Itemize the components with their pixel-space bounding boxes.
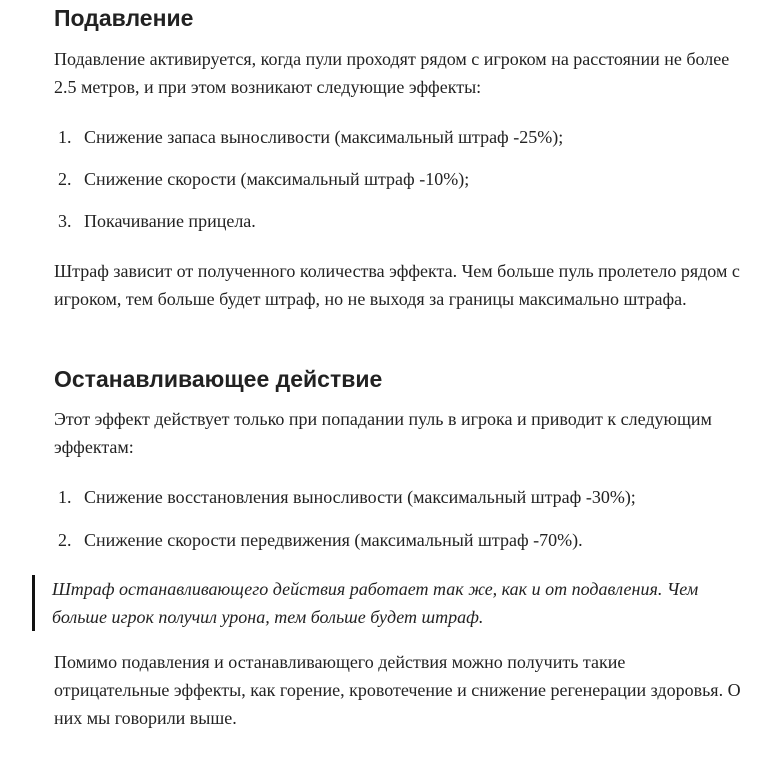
list-item-text: Снижение скорости передвижения (максимальный штраф -70%). (84, 530, 583, 550)
stopping-power-intro: Этот эффект действует только при попадании пуль в игрока и приводит к следующим эффектам: (54, 409, 712, 457)
blockquote-text: Штраф останавливающего действия работает так же, как и от подавления. Чем больше игрок получил урона, тем больше будет штраф. (52, 579, 699, 627)
list-item-text: Снижение восстановления выносливости (максимальный штраф -30%); (84, 487, 636, 507)
suppression-penalty-note: Штраф зависит от полученного количества эффекта. Чем больше пуль пролетело рядом с игроком, тем больше будет штраф, но не выходя за границы максимально штрафа. (54, 261, 740, 309)
stopping-power-effects-list (54, 483, 754, 554)
closing-paragraph: Помимо подавления и останавливающего действия можно получить такие отрицательные эффекты, как горение, кровотечение и снижение регенерации здоровья. О них мы говорили выше. (54, 652, 741, 728)
list-item: 1. Снижение запаса выносливости (максимальный штраф -25%); (54, 123, 754, 151)
list-item: 1. Снижение восстановления выносливости (максимальный штраф -30%); (54, 483, 754, 511)
list-item: 2. Снижение скорости передвижения (максимальный штраф -70%). (54, 526, 754, 554)
list-item: 2. Снижение скорости (максимальный штраф -10%); (54, 165, 754, 193)
suppression-intro: Подавление активируется, когда пули проходят рядом с игроком на расстоянии не более 2.5 метров, и при этом возникают следующие эффекты: (54, 49, 730, 97)
heading-stopping-power: Останавливающее действие (54, 366, 383, 392)
suppression-effects-list (54, 123, 754, 235)
blockquote (32, 575, 757, 631)
list-item: 3. Покачивание прицела. (54, 207, 754, 235)
heading-suppression: Подавление (54, 5, 194, 31)
list-item-text: Снижение скорости (максимальный штраф -10%); (84, 169, 470, 189)
list-item-text: Снижение запаса выносливости (максимальный штраф -25%); (84, 127, 564, 147)
list-item-text: Покачивание прицела. (84, 211, 256, 231)
